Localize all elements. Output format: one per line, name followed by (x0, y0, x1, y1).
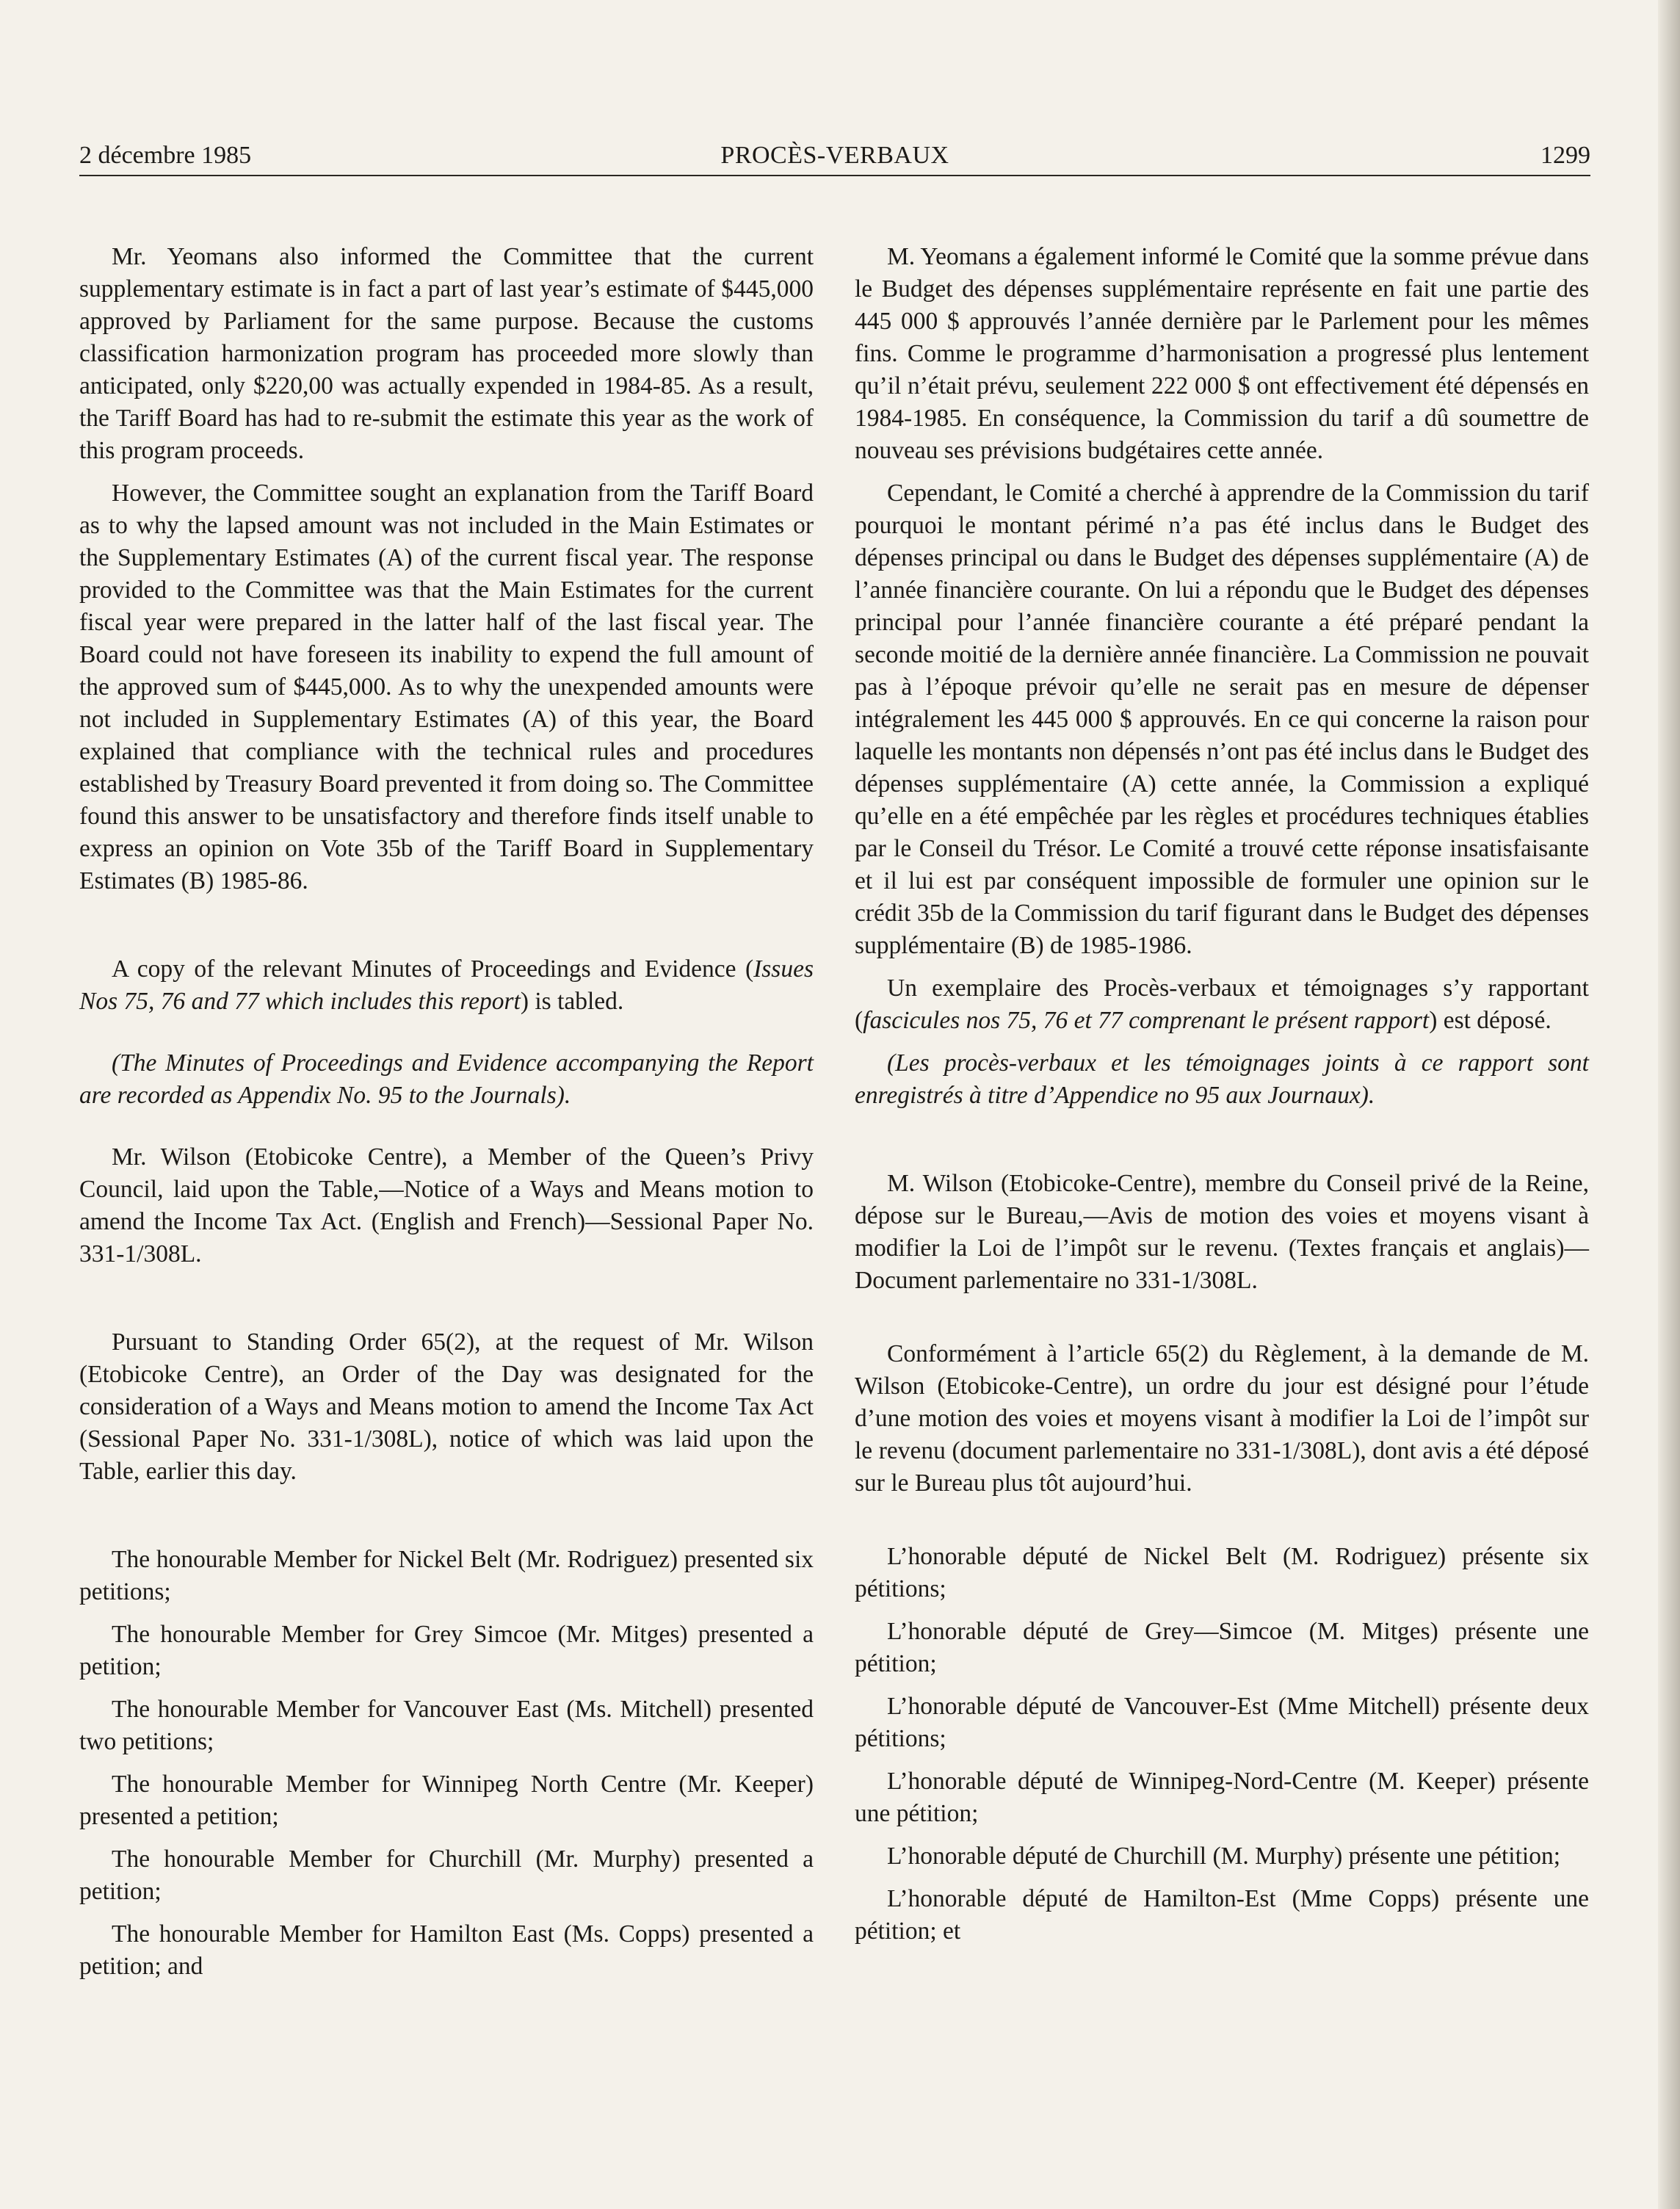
page-number: 1299 (1540, 142, 1590, 169)
petition-vancouver-east-en: The honourable Member for Vancouver East (Ms. Mitchell) presented two petitions; (79, 1696, 814, 1755)
paragraph-copy-tabled-en: A copy of the relevant Minutes of Proceedings and Evidence (Issues Nos 75, 76 and 77 which includes this report) is tabled. (79, 955, 814, 1015)
petition-nickel-belt-en: The honourable Member for Nickel Belt (Mr. Rodriguez) presented six petitions; (79, 1546, 814, 1605)
paragraph-appendix-en: (The Minutes of Proceedings and Evidence accompanying the Report are recorded as Appendix No. 95 to the Journals). (79, 1049, 814, 1109)
petition-grey-simcoe-en: The honourable Member for Grey Simcoe (Mr. Mitges) presented a petition; (79, 1621, 814, 1680)
paragraph-yeomans-en: Mr. Yeomans also informed the Committee that the current supplementary estimate is in fact a part of last year’s estimate of $445,000 approved by Parliament for the same purpose. Because the customs classification harmonization program has proceeded more slowly than anticipated, only $220,00 was actually expended in 1984-85. As a result, the Tariff Board has had to re-submit the estimate this year as the work of this program proceeds. (79, 243, 814, 464)
petition-hamilton-east-fr: L’honorable député de Hamilton-Est (Mme Copps) présente une pétition; et (855, 1885, 1589, 1945)
paragraph-explanation-fr: Cependant, le Comité a cherché à apprendre de la Commission du tarif pourquoi le montant périmé n’a pas été inclus dans le Budget des dépenses principal ou dans le Budget des dépenses supplémentaire (A) de l’année financière courante. On lui a répondu que le Budget des dépenses principal pour l’année financière courante a été préparé pendant la seconde moitié de la dernière année financière. La Commission ne pouvait pas à l’époque prévoir qu’elle ne serait pas en mesure de dépenser intégralement les 445 000 $ approuvés. En ce qui concerne la raison pour laquelle les montants non dépensés n’ont pas été inclus dans le Budget des dépenses supplémentaire (A) cette année, la Commission a expliqué qu’elle en a été empêchée par les règles et procédures techniques établies par le Conseil du Trésor. Le Comité a trouvé cette réponse insatisfaisante et il lui est par conséquent impossible de formuler une opinion sur le crédit 35b de la Commission du tarif figurant dans le Budget des dépenses supplémentaire (B) de 1985-1986. (855, 480, 1589, 959)
paragraph-copy-tabled-fr: Un exemplaire des Procès-verbaux et témoignages s’y rapportant (fascicules nos 75, 76 et 77 comprenant le présent rapport) est déposé. (855, 975, 1589, 1034)
paragraph-standing-order-fr: Conformément à l’article 65(2) du Règlement, à la demande de M. Wilson (Etobicoke-Centre), un ordre du jour est désigné pour l’étude d’une motion des voies et moyens visant à modifier la Loi de l’impôt sur le revenu (document parlementaire no 331-1/308L), dont avis a été déposé sur le Bureau plus tôt aujourd’hui. (855, 1340, 1589, 1497)
header-title: PROCÈS-VERBAUX (720, 142, 949, 169)
paragraph-explanation-en: However, the Committee sought an explanation from the Tariff Board as to why the lapsed amount was not included in the Main Estimates or the Supplementary Estimates (A) of the current fiscal year. The response provided to the Committee was that the Main Estimates for the current fiscal year were prepared in the latter half of the last fiscal year. The Board could not have foreseen its inability to expend the full amount of the approved sum of $445,000. As to why the unexpended amounts were not included in Supplementary Estimates (A) of this year, the Board explained that compliance with the technical rules and procedures established by Treasury Board prevented it from doing so. The Committee found this answer to be unsatisfactory and therefore finds itself unable to express an opinion on Vote 35b of the Tariff Board in Supplementary Estimates (B) 1985-86. (79, 480, 814, 894)
paragraph-wilson-notice-en: Mr. Wilson (Etobicoke Centre), a Member of the Queen’s Privy Council, laid upon the Table,—Notice of a Ways and Means motion to amend the Income Tax Act. (English and French)—Sessional Paper No. 331-1/308L. (79, 1143, 814, 1268)
page-edge-shadow (1658, 0, 1680, 2209)
petition-vancouver-east-fr: L’honorable député de Vancouver-Est (Mme Mitchell) présente deux pétitions; (855, 1693, 1589, 1752)
header-rule (79, 175, 1590, 176)
petition-churchill-fr: L’honorable député de Churchill (M. Murphy) présente une pétition; (887, 1843, 1560, 1870)
paragraph-standing-order-en: Pursuant to Standing Order 65(2), at the request of Mr. Wilson (Etobicoke Centre), an Order of the Day was designated for the consideration of a Ways and Means motion to amend the Income Tax Act (Sessional Paper No. 331-1/308L), notice of which was laid upon the Table, earlier this day. (79, 1328, 814, 1485)
petition-winnipeg-north-centre-en: The honourable Member for Winnipeg North Centre (Mr. Keeper) presented a petition; (79, 1771, 814, 1830)
paragraph-wilson-notice-fr: M. Wilson (Etobicoke-Centre), membre du Conseil privé de la Reine, dépose sur le Bureau,—Avis de motion des voies et moyens visant à modifier la Loi de l’impôt sur le revenu. (Textes français et anglais)—Document parlementaire no 331-1/308L. (855, 1170, 1589, 1294)
petition-churchill-en: The honourable Member for Churchill (Mr. Murphy) presented a petition; (79, 1845, 814, 1905)
petition-hamilton-east-en: The honourable Member for Hamilton East (Ms. Copps) presented a petition; and (79, 1920, 814, 1980)
petition-grey-simcoe-fr: L’honorable député de Grey—Simcoe (M. Mitges) présente une pétition; (855, 1618, 1589, 1677)
french-column (855, 241, 1589, 1948)
paragraph-yeomans-fr: M. Yeomans a également informé le Comité que la somme prévue dans le Budget des dépenses supplémentaire représente en fait une partie des 445 000 $ approuvés l’année dernière par le Parlement pour les mêmes fins. Comme le programme d’harmonisation a progressé plus lentement qu’il n’était prévu, seulement 222 000 $ ont effectivement été dépensés en 1984-1985. En conséquence, la Commission du tarif a dû soumettre de nouveau ses prévisions budgétaires cette année. (855, 243, 1589, 464)
petition-winnipeg-north-centre-fr: L’honorable député de Winnipeg-Nord-Centre (M. Keeper) présente une pétition; (855, 1768, 1589, 1827)
petition-nickel-belt-fr: L’honorable député de Nickel Belt (M. Rodriguez) présente six pétitions; (855, 1543, 1589, 1602)
page-header (79, 138, 1590, 173)
header-date: 2 décembre 1985 (79, 142, 252, 169)
english-column (79, 241, 814, 1983)
paragraph-appendix-fr: (Les procès-verbaux et les témoignages joints à ce rapport sont enregistrés à titre d’Appendice no 95 aux Journaux). (855, 1049, 1589, 1109)
